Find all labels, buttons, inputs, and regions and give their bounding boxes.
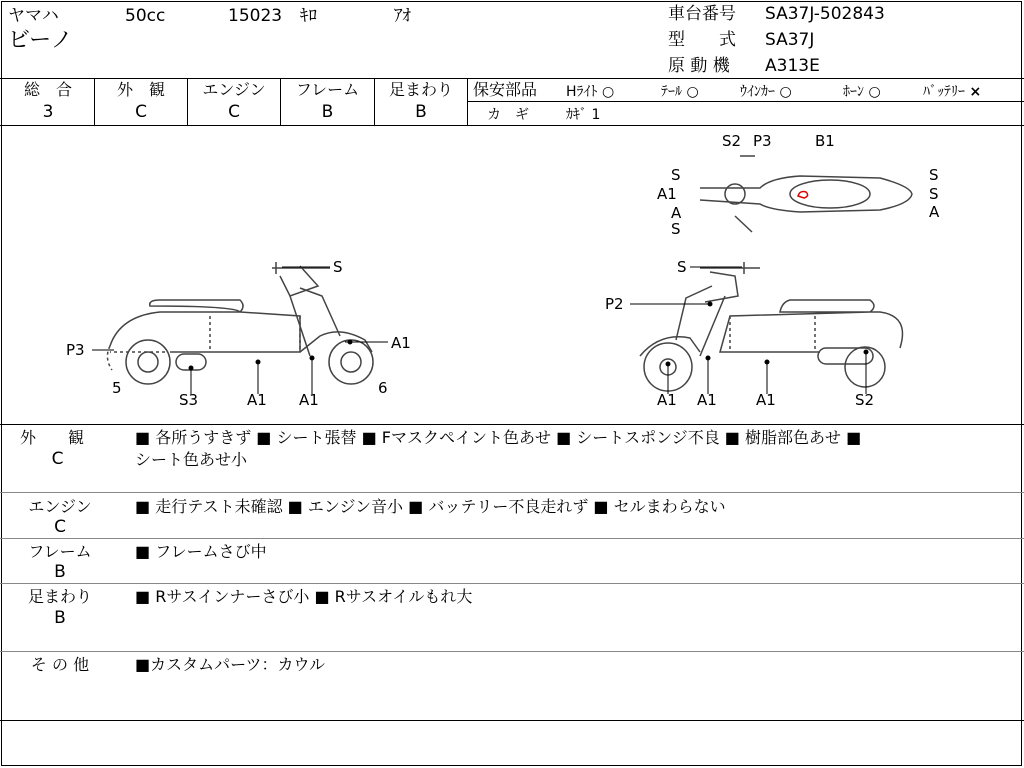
remark-category-frame: フレーム [28, 542, 92, 561]
remark-text-exterior-2: シート色あせ小 [135, 450, 248, 469]
left-label-a1: A1 [247, 391, 267, 409]
right-label-a1: A1 [697, 391, 717, 409]
grade-value-engine: C [228, 102, 240, 122]
divider [0, 424, 1024, 425]
safety-tail: ﾃｰﾙ ○ [661, 84, 699, 100]
damage-mark [798, 192, 808, 199]
right-label-p2: P2 [605, 295, 624, 313]
grade-label-engine: エンジン [202, 80, 266, 99]
remark-text-suspension: ■ Rサスインナーさび小 ■ Rサスオイルもれ大 [135, 587, 473, 606]
scooter-diagram [0, 126, 1024, 424]
left-label-s: S [333, 258, 343, 276]
remark-category-suspension: 足まわり [27, 587, 92, 606]
mileage-unit: ｷﾛ [300, 6, 317, 26]
right-label-a1: A1 [756, 391, 776, 409]
right-label-a1: A1 [657, 391, 677, 409]
top-label-p3: P3 [753, 132, 772, 150]
mileage: 15023 [228, 6, 283, 26]
remark-category-engine: エンジン [28, 497, 92, 516]
right-label-s2: S2 [855, 391, 875, 409]
divider [0, 78, 1024, 79]
remark-text-frame: ■ フレームさび中 [135, 542, 267, 561]
safety-label: 保安部品 [473, 80, 538, 99]
divider [467, 78, 468, 125]
divider [0, 720, 1024, 721]
top-label-s: S [671, 166, 681, 184]
model-code: SA37J [765, 30, 815, 50]
remark-grade-suspension: B [54, 608, 66, 628]
safety-headlight: Hﾗｲﾄ ○ [566, 84, 615, 100]
grade-label-overall: 総 合 [23, 80, 72, 99]
right-scooter [640, 262, 903, 391]
safety-horn: ﾎｰﾝ ○ [843, 84, 881, 100]
grade-value-exterior: C [135, 102, 147, 122]
remark-category-other: そ の 他 [30, 655, 90, 674]
divider [0, 538, 1024, 539]
right-label-s: S [677, 258, 687, 276]
top-label-s2: S2 [722, 132, 742, 150]
left-label-5: 5 [112, 379, 122, 397]
divider [467, 101, 1024, 102]
left-label-p3: P3 [66, 341, 85, 359]
color: ｱｵ [394, 6, 411, 26]
remark-grade-engine: C [54, 517, 66, 537]
divider [0, 492, 1024, 493]
top-label-s: S [929, 166, 939, 184]
grade-value-overall: 3 [42, 102, 54, 122]
grade-value-suspension: B [415, 102, 427, 122]
divider [0, 583, 1024, 584]
left-label-6: 6 [378, 379, 388, 397]
top-label-s: S [929, 185, 939, 203]
model-name: ビーノ [8, 28, 73, 53]
remark-text-other: ■カスタムパーツ：カウル [135, 655, 325, 674]
remark-category-exterior: 外 観 [20, 428, 85, 447]
left-label-a1: A1 [391, 334, 411, 352]
remark-grade-exterior: C [51, 449, 64, 469]
top-label-a: A [929, 203, 940, 221]
grade-label-frame: フレーム [295, 80, 360, 99]
top-label-a: A [671, 204, 682, 222]
maker: ヤマハ [8, 6, 59, 26]
grade-value-frame: B [321, 102, 334, 122]
left-scooter [107, 262, 373, 384]
top-label-s: S [671, 220, 681, 238]
divider [0, 651, 1024, 652]
safety-winker: ｳｲﾝｶｰ ○ [740, 84, 792, 100]
top-label-a1: A1 [657, 185, 677, 203]
displacement: 50cc [125, 6, 166, 26]
engine-label: 原 動 機 [668, 56, 730, 76]
remark-text-exterior: ■ 各所うすきず ■ シート張替 ■ Fマスクペイント色あせ ■ シートスポンジ不良 ■ 樹脂部色あせ ■ [135, 428, 862, 447]
model-label: 型 式 [668, 30, 736, 50]
remark-grade-frame: B [54, 562, 66, 582]
frame-no: SA37J-502843 [765, 4, 885, 24]
frame-no-label: 車台番号 [668, 4, 736, 24]
engine-code: A313E [765, 56, 820, 76]
key-value: ｶｷﾞ 1 [566, 107, 601, 123]
top-label-b1: B1 [815, 132, 835, 150]
left-label-a1: A1 [299, 391, 319, 409]
key-label: カ ギ [487, 107, 529, 123]
left-label-s3: S3 [179, 391, 199, 409]
grade-label-suspension: 足まわり [388, 80, 453, 99]
safety-battery: ﾊﾞｯﾃﾘｰ × [923, 84, 982, 100]
remark-text-engine: ■ 走行テスト未確認 ■ エンジン音小 ■ バッテリー不良走れず ■ セルまわらない [135, 497, 726, 516]
top-view-scooter [700, 156, 912, 232]
grade-label-exterior: 外 観 [116, 80, 165, 99]
